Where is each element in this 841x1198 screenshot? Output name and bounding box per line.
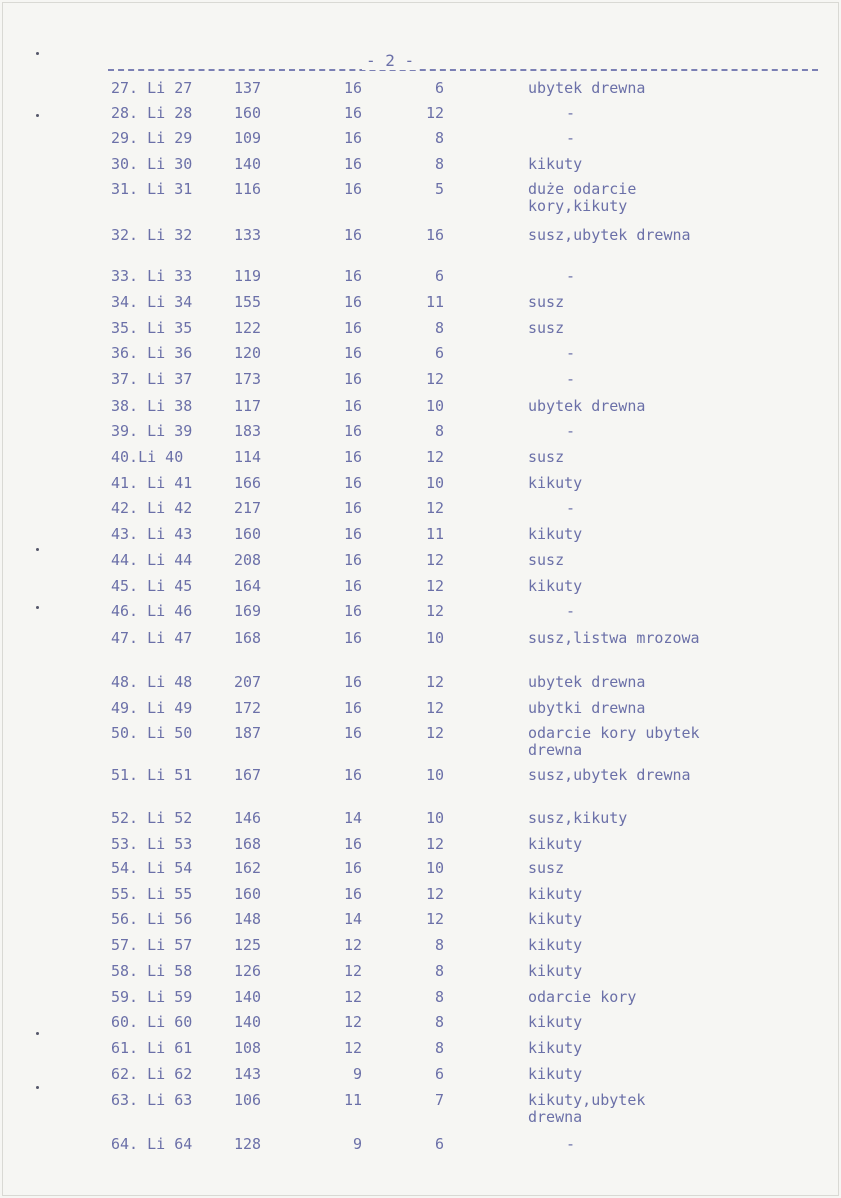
tree-length: 140 bbox=[234, 155, 262, 173]
tree-length: 208 bbox=[234, 551, 262, 569]
tree-id: 44. Li 44 bbox=[111, 551, 193, 569]
tree-id: 46. Li 46 bbox=[111, 602, 193, 620]
tree-diameter-1: 9 bbox=[352, 1135, 362, 1153]
tree-id: 36. Li 36 bbox=[111, 344, 193, 362]
tree-length: 187 bbox=[234, 724, 262, 742]
tree-diameter-2: 7 bbox=[434, 1091, 444, 1109]
tree-id: 41. Li 41 bbox=[111, 474, 193, 492]
tree-id: 59. Li 59 bbox=[111, 988, 193, 1006]
tree-note: - bbox=[566, 370, 576, 388]
tree-diameter-2: 10 bbox=[425, 859, 444, 877]
tree-length: 172 bbox=[234, 699, 262, 717]
tree-note: kikuty bbox=[528, 474, 583, 492]
tree-note: - bbox=[566, 104, 576, 122]
tree-id: 55. Li 55 bbox=[111, 885, 193, 903]
tree-diameter-2: 6 bbox=[434, 1065, 444, 1083]
tree-diameter-1: 16 bbox=[343, 267, 362, 285]
tree-diameter-1: 16 bbox=[343, 226, 362, 244]
tree-length: 133 bbox=[234, 226, 262, 244]
tree-length: 108 bbox=[234, 1039, 262, 1057]
tree-length: 167 bbox=[234, 766, 262, 784]
tree-diameter-1: 12 bbox=[343, 1013, 362, 1031]
tree-note: susz,listwa mrozowa bbox=[528, 629, 700, 647]
tree-diameter-2: 12 bbox=[425, 370, 444, 388]
tree-id: 62. Li 62 bbox=[111, 1065, 193, 1083]
tree-id: 43. Li 43 bbox=[111, 525, 193, 543]
tree-diameter-1: 16 bbox=[343, 629, 362, 647]
tree-length: 116 bbox=[234, 180, 262, 198]
tree-id: 47. Li 47 bbox=[111, 629, 193, 647]
tree-id: 39. Li 39 bbox=[111, 422, 193, 440]
tree-length: 148 bbox=[234, 910, 262, 928]
tree-length: 140 bbox=[234, 1013, 262, 1031]
tree-diameter-1: 11 bbox=[343, 1091, 362, 1109]
tree-note: kikuty bbox=[528, 1039, 583, 1057]
tree-length: 122 bbox=[234, 319, 262, 337]
tree-diameter-2: 8 bbox=[434, 155, 444, 173]
tree-length: 146 bbox=[234, 809, 262, 827]
tree-diameter-1: 16 bbox=[343, 344, 362, 362]
tree-diameter-1: 16 bbox=[343, 397, 362, 415]
tree-note: kikuty bbox=[528, 835, 583, 853]
tree-id: 48. Li 48 bbox=[111, 673, 193, 691]
tree-note: odarcie kory bbox=[528, 988, 637, 1006]
tree-diameter-2: 10 bbox=[425, 629, 444, 647]
tree-diameter-2: 10 bbox=[425, 809, 444, 827]
tree-diameter-1: 16 bbox=[343, 551, 362, 569]
tree-length: 183 bbox=[234, 422, 262, 440]
tree-diameter-2: 11 bbox=[425, 525, 444, 543]
tree-diameter-2: 12 bbox=[425, 448, 444, 466]
tree-diameter-2: 6 bbox=[434, 1135, 444, 1153]
tree-diameter-1: 16 bbox=[343, 525, 362, 543]
tree-diameter-2: 12 bbox=[425, 551, 444, 569]
tree-note: susz,ubytek drewna bbox=[528, 766, 691, 784]
tree-length: 162 bbox=[234, 859, 262, 877]
tree-id: 63. Li 63 bbox=[111, 1091, 193, 1109]
tree-diameter-1: 16 bbox=[343, 293, 362, 311]
tree-id: 34. Li 34 bbox=[111, 293, 193, 311]
tree-note: susz bbox=[528, 293, 565, 311]
tree-diameter-1: 12 bbox=[343, 936, 362, 954]
tree-length: 137 bbox=[234, 79, 262, 97]
tree-note: kikuty,ubytek drewna bbox=[528, 1091, 646, 1126]
tree-note: ubytek drewna bbox=[528, 397, 646, 415]
tree-length: 168 bbox=[234, 629, 262, 647]
tree-diameter-1: 16 bbox=[343, 104, 362, 122]
tree-note: kikuty bbox=[528, 525, 583, 543]
tree-note: kikuty bbox=[528, 885, 583, 903]
tree-diameter-2: 12 bbox=[425, 910, 444, 928]
tree-length: 120 bbox=[234, 344, 262, 362]
tree-length: 168 bbox=[234, 835, 262, 853]
tree-diameter-2: 8 bbox=[434, 129, 444, 147]
tree-diameter-2: 16 bbox=[425, 226, 444, 244]
tree-diameter-2: 6 bbox=[434, 79, 444, 97]
tree-note: kikuty bbox=[528, 936, 583, 954]
tree-id: 60. Li 60 bbox=[111, 1013, 193, 1031]
tree-id: 56. Li 56 bbox=[111, 910, 193, 928]
tree-id: 30. Li 30 bbox=[111, 155, 193, 173]
tree-diameter-1: 16 bbox=[343, 370, 362, 388]
tree-note: kikuty bbox=[528, 1013, 583, 1031]
tree-diameter-2: 6 bbox=[434, 344, 444, 362]
tree-length: 166 bbox=[234, 474, 262, 492]
tree-diameter-1: 16 bbox=[343, 155, 362, 173]
tree-note: - bbox=[566, 1135, 576, 1153]
tree-note: odarcie kory ubytek drewna bbox=[528, 724, 700, 759]
tree-diameter-1: 16 bbox=[343, 859, 362, 877]
tree-diameter-1: 16 bbox=[343, 319, 362, 337]
tree-length: 128 bbox=[234, 1135, 262, 1153]
tree-length: 119 bbox=[234, 267, 262, 285]
tree-id: 64. Li 64 bbox=[111, 1135, 193, 1153]
tree-note: duże odarcie kory,kikuty bbox=[528, 180, 637, 215]
tree-diameter-1: 16 bbox=[343, 602, 362, 620]
tree-diameter-1: 14 bbox=[343, 809, 362, 827]
tree-note: kikuty bbox=[528, 910, 583, 928]
tree-id: 32. Li 32 bbox=[111, 226, 193, 244]
tree-diameter-2: 12 bbox=[425, 673, 444, 691]
tree-length: 160 bbox=[234, 104, 262, 122]
tree-note: - bbox=[566, 344, 576, 362]
tree-length: 106 bbox=[234, 1091, 262, 1109]
tree-diameter-2: 12 bbox=[425, 885, 444, 903]
tree-diameter-1: 16 bbox=[343, 835, 362, 853]
tree-id: 38. Li 38 bbox=[111, 397, 193, 415]
page-number: - 2 - bbox=[362, 51, 418, 70]
tree-length: 217 bbox=[234, 499, 262, 517]
tree-length: 164 bbox=[234, 577, 262, 595]
tree-id: 50. Li 50 bbox=[111, 724, 193, 742]
tree-id: 45. Li 45 bbox=[111, 577, 193, 595]
tree-note: - bbox=[566, 422, 576, 440]
tree-note: - bbox=[566, 267, 576, 285]
tree-diameter-1: 12 bbox=[343, 962, 362, 980]
tree-diameter-2: 5 bbox=[434, 180, 444, 198]
tree-length: 143 bbox=[234, 1065, 262, 1083]
tree-diameter-2: 11 bbox=[425, 293, 444, 311]
tree-diameter-2: 12 bbox=[425, 104, 444, 122]
tree-diameter-2: 8 bbox=[434, 1013, 444, 1031]
tree-id: 53. Li 53 bbox=[111, 835, 193, 853]
tree-diameter-2: 8 bbox=[434, 319, 444, 337]
tree-note: kikuty bbox=[528, 155, 583, 173]
tree-diameter-1: 9 bbox=[352, 1065, 362, 1083]
tree-id: 52. Li 52 bbox=[111, 809, 193, 827]
tree-diameter-1: 16 bbox=[343, 448, 362, 466]
tree-id: 35. Li 35 bbox=[111, 319, 193, 337]
tree-diameter-1: 16 bbox=[343, 724, 362, 742]
tree-diameter-2: 12 bbox=[425, 577, 444, 595]
tree-id: 61. Li 61 bbox=[111, 1039, 193, 1057]
tree-note: ubytki drewna bbox=[528, 699, 646, 717]
tree-diameter-2: 12 bbox=[425, 835, 444, 853]
tree-note: susz bbox=[528, 448, 565, 466]
tree-length: 160 bbox=[234, 885, 262, 903]
tree-note: susz bbox=[528, 551, 565, 569]
tree-note: susz bbox=[528, 319, 565, 337]
tree-id: 37. Li 37 bbox=[111, 370, 193, 388]
tree-length: 140 bbox=[234, 988, 262, 1006]
tree-diameter-2: 6 bbox=[434, 267, 444, 285]
tree-diameter-1: 12 bbox=[343, 1039, 362, 1057]
tree-id: 28. Li 28 bbox=[111, 104, 193, 122]
tree-id: 31. Li 31 bbox=[111, 180, 193, 198]
tree-id: 58. Li 58 bbox=[111, 962, 193, 980]
tree-diameter-2: 12 bbox=[425, 499, 444, 517]
tree-diameter-1: 16 bbox=[343, 474, 362, 492]
tree-note: ubytek drewna bbox=[528, 673, 646, 691]
tree-note: - bbox=[566, 129, 576, 147]
tree-diameter-2: 12 bbox=[425, 602, 444, 620]
tree-note: kikuty bbox=[528, 577, 583, 595]
tree-length: 109 bbox=[234, 129, 262, 147]
tree-diameter-1: 16 bbox=[343, 180, 362, 198]
tree-diameter-2: 8 bbox=[434, 422, 444, 440]
tree-id: 40.Li 40 bbox=[111, 448, 184, 466]
tree-diameter-1: 16 bbox=[343, 699, 362, 717]
tree-length: 169 bbox=[234, 602, 262, 620]
tree-note: - bbox=[566, 602, 576, 620]
tree-diameter-2: 8 bbox=[434, 1039, 444, 1057]
tree-diameter-1: 16 bbox=[343, 129, 362, 147]
tree-length: 125 bbox=[234, 936, 262, 954]
tree-diameter-1: 14 bbox=[343, 910, 362, 928]
tree-id: 49. Li 49 bbox=[111, 699, 193, 717]
tree-length: 126 bbox=[234, 962, 262, 980]
tree-length: 207 bbox=[234, 673, 262, 691]
tree-note: susz,ubytek drewna bbox=[528, 226, 691, 244]
tree-diameter-1: 16 bbox=[343, 577, 362, 595]
tree-id: 42. Li 42 bbox=[111, 499, 193, 517]
tree-id: 57. Li 57 bbox=[111, 936, 193, 954]
tree-diameter-1: 16 bbox=[343, 422, 362, 440]
tree-length: 114 bbox=[234, 448, 262, 466]
tree-length: 173 bbox=[234, 370, 262, 388]
tree-diameter-1: 16 bbox=[343, 766, 362, 784]
tree-diameter-1: 12 bbox=[343, 988, 362, 1006]
tree-diameter-2: 8 bbox=[434, 962, 444, 980]
tree-diameter-2: 10 bbox=[425, 766, 444, 784]
tree-length: 155 bbox=[234, 293, 262, 311]
tree-diameter-2: 12 bbox=[425, 724, 444, 742]
tree-note: ubytek drewna bbox=[528, 79, 646, 97]
tree-diameter-2: 12 bbox=[425, 699, 444, 717]
tree-diameter-2: 8 bbox=[434, 936, 444, 954]
tree-note: susz,kikuty bbox=[528, 809, 628, 827]
tree-length: 117 bbox=[234, 397, 262, 415]
tree-note: susz bbox=[528, 859, 565, 877]
tree-length: 160 bbox=[234, 525, 262, 543]
tree-diameter-2: 8 bbox=[434, 988, 444, 1006]
tree-note: - bbox=[566, 499, 576, 517]
tree-id: 54. Li 54 bbox=[111, 859, 193, 877]
tree-diameter-1: 16 bbox=[343, 79, 362, 97]
tree-diameter-2: 10 bbox=[425, 397, 444, 415]
tree-diameter-1: 16 bbox=[343, 673, 362, 691]
tree-diameter-1: 16 bbox=[343, 499, 362, 517]
tree-id: 51. Li 51 bbox=[111, 766, 193, 784]
tree-note: kikuty bbox=[528, 1065, 583, 1083]
tree-note: kikuty bbox=[528, 962, 583, 980]
tree-id: 33. Li 33 bbox=[111, 267, 193, 285]
tree-id: 29. Li 29 bbox=[111, 129, 193, 147]
tree-diameter-1: 16 bbox=[343, 885, 362, 903]
tree-id: 27. Li 27 bbox=[111, 79, 193, 97]
tree-diameter-2: 10 bbox=[425, 474, 444, 492]
